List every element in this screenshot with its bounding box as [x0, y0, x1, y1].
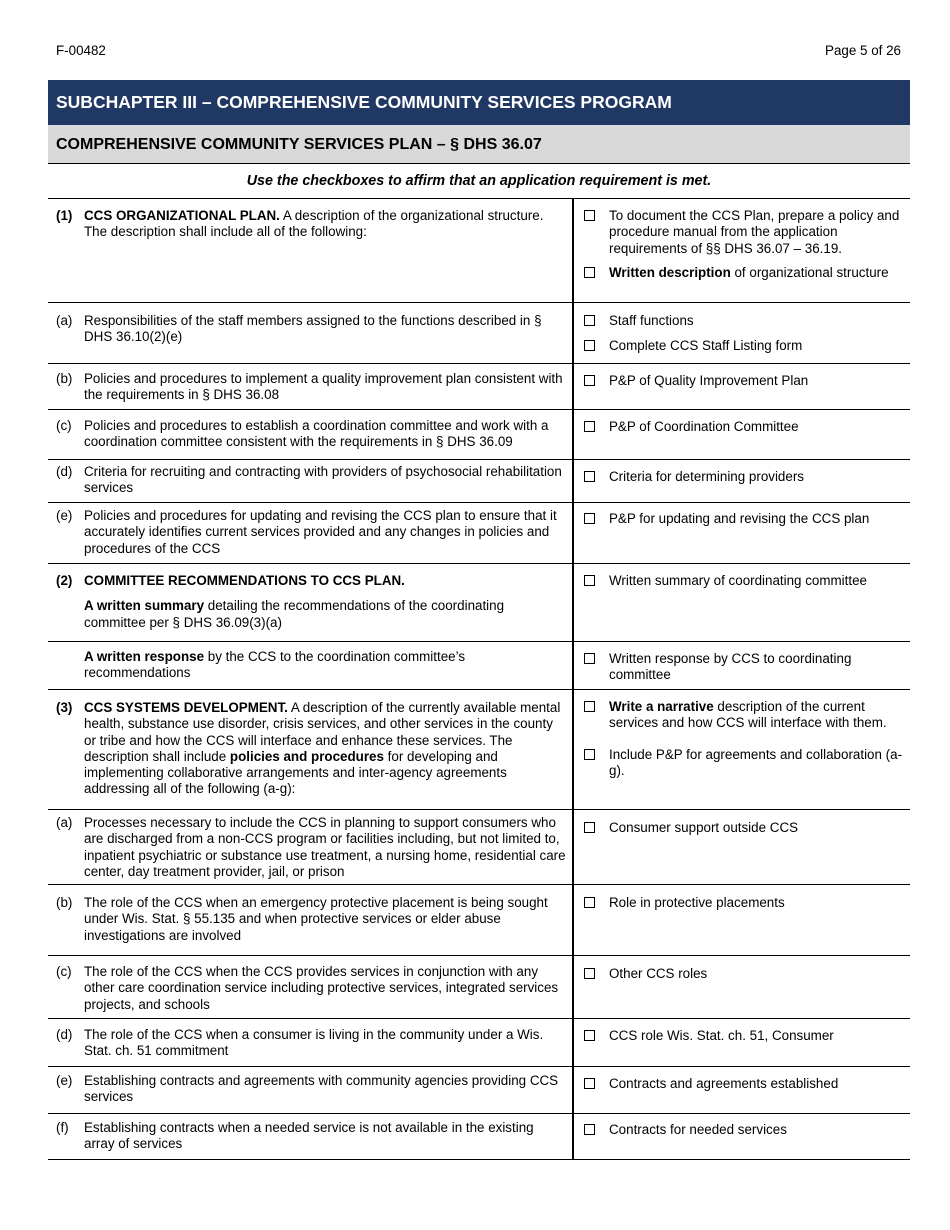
requirement-text: Criteria for recruiting and contracting with providers of psychosocial rehabilitation services — [84, 464, 562, 496]
checkbox-label: Written summary of coordinating committee — [609, 573, 867, 588]
table-row — [48, 690, 910, 810]
checkbox-label: To document the CCS Plan, prepare a policy and procedure manual from the application requirements of §§ DHS 36.07 – 36.19. — [609, 208, 900, 256]
table-row — [48, 410, 910, 460]
checkbox[interactable] — [584, 575, 595, 586]
requirement-text: The role of the CCS when an emergency protective placement is being sought under Wis. Stat. § 55.135 and when protective services or elder abuse investigations are involved — [84, 895, 548, 943]
table-row — [48, 1067, 910, 1114]
row-number: (f) — [56, 1120, 69, 1135]
checkbox-label: Role in protective placements — [609, 895, 785, 910]
checkbox[interactable] — [584, 653, 595, 664]
checkbox[interactable] — [584, 340, 595, 351]
checkbox-label: Staff functions — [609, 313, 694, 328]
table-row — [48, 642, 910, 690]
checkbox[interactable] — [584, 267, 595, 278]
checkbox-label: CCS role Wis. Stat. ch. 51, Consumer — [609, 1028, 834, 1043]
row-number: (b) — [56, 895, 73, 910]
checkbox-label: Contracts for needed services — [609, 1122, 787, 1137]
requirement-text: Policies and procedures for updating and revising the CCS plan to ensure that it accurately identifies current services provided and any changes in policies and procedures of the CCS — [84, 508, 557, 556]
requirement-text: CCS ORGANIZATIONAL PLAN. A description of the organizational structure. The description shall include all of the following: — [84, 208, 544, 240]
checkbox[interactable] — [584, 471, 595, 482]
table-row — [48, 956, 910, 1019]
table-row — [48, 564, 910, 642]
checkbox-label: P&P of Quality Improvement Plan — [609, 373, 809, 388]
checkbox[interactable] — [584, 210, 595, 221]
row-number: (3) — [56, 700, 73, 715]
checkbox[interactable] — [584, 315, 595, 326]
checkbox-label: Written description of organizational structure — [609, 265, 889, 280]
instruction-text: Use the checkboxes to affirm that an application requirement is met. — [48, 164, 910, 199]
row-number: (d) — [56, 1027, 73, 1042]
checkbox[interactable] — [584, 1124, 595, 1135]
requirement-text: CCS SYSTEMS DEVELOPMENT. A description of the currently available mental health, substance use disorder, crisis services, and other services in the county or tribe and how the CCS will interface and enhance these services. The description shall include policies and procedures for developing and implementing collaborative arrangements and inter-agency agreements addressing all of the following (a-g): — [84, 700, 561, 797]
requirement-text: Policies and procedures to implement a quality improvement plan consistent with the requirements in § DHS 36.08 — [84, 371, 563, 403]
requirement-text: The role of the CCS when a consumer is living in the community under a Wis. Stat. ch. 51 commitment — [84, 1027, 544, 1059]
table-row — [48, 1114, 910, 1160]
row-number: (c) — [56, 964, 72, 979]
checkbox-label: Contracts and agreements established — [609, 1076, 839, 1091]
requirement-text: Establishing contracts and agreements with community agencies providing CCS services — [84, 1073, 559, 1105]
checkbox[interactable] — [584, 968, 595, 979]
checkbox-label: Criteria for determining providers — [609, 469, 804, 484]
subchapter-banner: SUBCHAPTER III – COMPREHENSIVE COMMUNITY SERVICES PROGRAM — [48, 80, 910, 125]
requirement-text: A written response by the CCS to the coordination committee’s recommendations — [84, 649, 466, 681]
table-row — [48, 303, 910, 364]
checkbox[interactable] — [584, 375, 595, 386]
table-row — [48, 503, 910, 564]
table-row — [48, 885, 910, 956]
checkbox[interactable] — [584, 749, 595, 760]
checkbox-label: Include P&P for agreements and collaboration (a-g). — [609, 747, 903, 779]
checkbox[interactable] — [584, 1030, 595, 1041]
requirement-text: COMMITTEE RECOMMENDATIONS TO CCS PLAN. A written summary detailing the recommendations of the coordinating committee per § DHS 36.09(3)(a) — [84, 573, 505, 630]
requirement-text: Policies and procedures to establish a coordination committee and work with a coordination committee consistent with the requirements in § DHS 36.09 — [84, 418, 549, 450]
table-row — [48, 1019, 910, 1067]
checkbox[interactable] — [584, 513, 595, 524]
checkbox[interactable] — [584, 897, 595, 908]
row-number: (b) — [56, 371, 73, 386]
table-row — [48, 810, 910, 885]
table-row — [48, 364, 910, 410]
row-number: (e) — [56, 508, 73, 523]
row-number: (d) — [56, 464, 73, 479]
row-number: (a) — [56, 313, 73, 328]
checkbox[interactable] — [584, 421, 595, 432]
checkbox-label: P&P for updating and revising the CCS plan — [609, 511, 870, 526]
requirement-text: The role of the CCS when the CCS provides services in conjunction with any other care coordination service including protective services, integrated services projects, and schools — [84, 964, 559, 1012]
requirement-text: Establishing contracts when a needed service is not available in the existing array of services — [84, 1120, 534, 1152]
checkbox-label: Written response by CCS to coordinating committee — [609, 651, 852, 683]
row-number: (c) — [56, 418, 72, 433]
checkbox[interactable] — [584, 701, 595, 712]
checkbox[interactable] — [584, 1078, 595, 1089]
checkbox-label: P&P of Coordination Committee — [609, 419, 799, 434]
row-number: (a) — [56, 815, 73, 830]
checkbox-label: Consumer support outside CCS — [609, 820, 799, 835]
row-number: (e) — [56, 1073, 73, 1088]
checkbox-label: Write a narrative description of the current services and how CCS will interface with them. — [609, 699, 887, 731]
form-id: F-00482 — [56, 43, 106, 58]
table-row — [48, 199, 910, 303]
requirement-text: Processes necessary to include the CCS in planning to support consumers who are discharged from a non-CCS program or facilities including, but not limited to, inpatient psychiatric or substance use treatment, a nursing home, residential care center, day treatment provider, jail, or prison — [84, 815, 566, 879]
checkbox-label: Complete CCS Staff Listing form — [609, 338, 803, 353]
checkbox-label: Other CCS roles — [609, 966, 708, 981]
table-row — [48, 460, 910, 503]
checkbox[interactable] — [584, 822, 595, 833]
section-banner: COMPREHENSIVE COMMUNITY SERVICES PLAN – § DHS 36.07 — [48, 125, 910, 164]
row-number: (2) — [56, 573, 73, 588]
page-number: Page 5 of 26 — [825, 43, 901, 58]
requirement-text: Responsibilities of the staff members assigned to the functions described in § DHS 36.10(2)(e) — [84, 313, 542, 345]
row-number: (1) — [56, 208, 73, 223]
